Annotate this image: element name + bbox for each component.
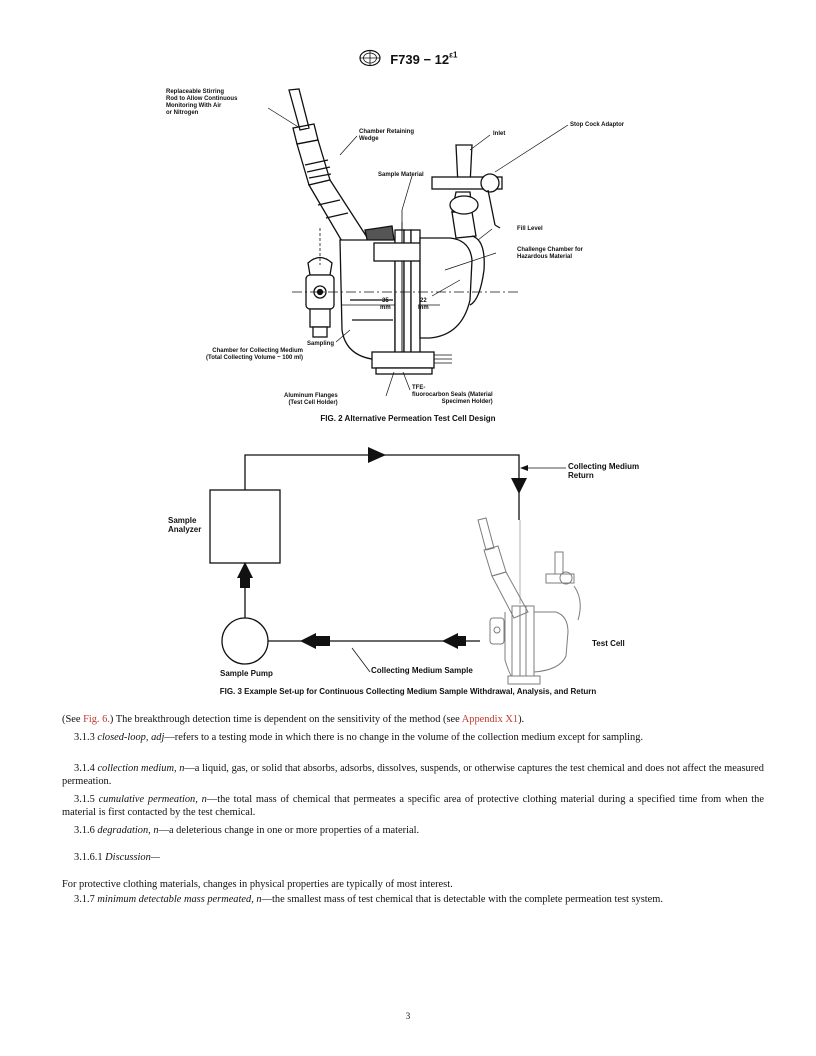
label-stop-cock: Stop Cock Adaptor [570,122,625,128]
label-sample-material: Sample Material [378,172,424,178]
paragraph-3-1-6-1: 3.1.6.1 Discussion— [74,852,161,863]
label-collecting-chamber: Chamber for Collecting Medium (Total Collecting Volume ~ 100 ml) [206,348,303,361]
link-appendix-x1[interactable]: Appendix X1 [461,714,519,725]
paragraph-3-1-7: 3.1.7 minimum detectable mass permeated, n—the smallest mass of test chemical that is detectable with the complete permeation test system. [74,894,663,905]
label-challenge-chamber: Challenge Chamber for Hazardous Material [517,247,584,260]
label-retaining-wedge: Chamber Retaining Wedge [359,129,415,142]
fig3-caption: FIG. 3 Example Set-up for Continuous Collecting Medium Sample Withdrawal, Analysis, and Return [219,687,597,696]
label-collecting-medium-return: Collecting Medium Return [568,462,640,480]
paragraph-3-1-5: 3.1.5 cumulative permeation, n—the total mass of chemical that permeates a specific area of protective clothing material during a specified time from when the material is first contacted by the test chemical. [62,794,764,818]
label-inlet: Inlet [493,131,506,137]
link-fig-6[interactable]: Fig. 6. [83,714,110,725]
label-sampling: Sampling [307,341,335,347]
test-cell-sketch [478,518,580,684]
label-collecting-medium-sample: Collecting Medium Sample [371,666,473,675]
document-designation: F739 − 12 [390,52,450,67]
label-dim-22: 22 mm [418,298,429,311]
label-aluminum-flanges: Aluminum Flanges (Test Cell Holder) [284,393,338,406]
paragraph-3-1-4: 3.1.4 collection medium, n—a liquid, gas, or solid that absorbs, adsorbs, dissolves, suspends, or otherwise captures the test chemical and does not affect the measured permeation. [62,763,764,787]
paragraph-breakthrough: (See Fig. 6.) The breakthrough detection time is dependent on the sensitivity of the method (see Appendix X1). [62,714,525,725]
label-test-cell: Test Cell [592,639,625,648]
label-stirring-rod: Replaceable Stirring Rod to Allow Continuous Monitoring With Air or Nitrogen [166,89,238,116]
label-sample-pump: Sample Pump [220,669,273,678]
designation-superscript: ε1 [449,50,458,60]
paragraph-discussion: For protective clothing materials, changes in physical properties are typically of most interest. [62,879,453,890]
label-dim-35: 35 mm [380,298,391,311]
label-fill-level: Fill Level [517,226,543,232]
page-number: 3 [405,1011,411,1021]
label-tfe-seals: TFE- fluorocarbon Seals (Material Specimen Holder) [412,385,493,405]
fig2-caption: FIG. 2 Alternative Permeation Test Cell Design [320,414,496,423]
paragraph-3-1-3: 3.1.3 closed-loop, adj—refers to a testing mode in which there is no change in the volume of the collection medium except for sampling. [74,732,644,743]
paragraph-3-1-6: 3.1.6 degradation, n—a deleterious change in one or more properties of a material. [74,825,420,836]
label-sample-analyzer: Sample Analyzer [168,516,202,534]
